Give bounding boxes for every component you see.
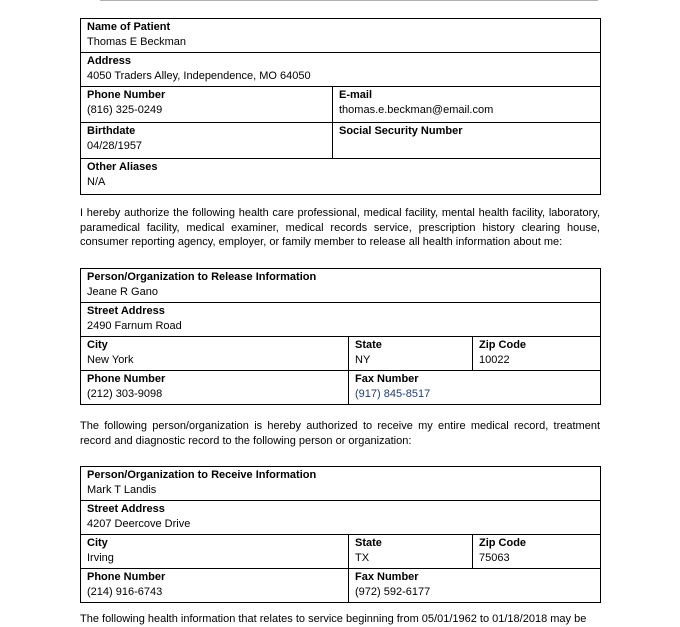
release-zip-label: Zip Code: [479, 339, 527, 351]
receive-paragraph: The following person/organization is hereby authorized to receive my entire medical record, treatment record and diagnostic record to the following person or organization:: [80, 420, 600, 447]
receive-org-table: [80, 466, 601, 603]
receive-state-label: State: [355, 537, 382, 549]
patient-aliases-cell: [81, 159, 601, 195]
receive-city-cell: [81, 535, 349, 569]
release-city-value: New York: [87, 354, 134, 366]
release-city-cell: [81, 337, 349, 371]
patient-email-cell: [333, 87, 601, 123]
receive-phone-value: (214) 916-6743: [87, 586, 163, 598]
receive-org-value: Mark T Landis: [87, 484, 157, 496]
release-zip-cell: [473, 337, 601, 371]
release-phone-label: Phone Number: [87, 373, 166, 385]
release-org-table: [80, 268, 601, 405]
receive-city-value: Irving: [87, 552, 114, 564]
release-org-label: Person/Organization to Release Information: [87, 271, 317, 283]
release-fax-cell: [349, 371, 601, 405]
release-state-cell: [349, 337, 473, 371]
receive-phone-label: Phone Number: [87, 571, 166, 583]
patient-address-cell: [81, 53, 601, 87]
patient-birthdate-cell: [81, 123, 333, 159]
patient-name-label: Name of Patient: [87, 21, 171, 33]
receive-org-cell: [81, 467, 601, 501]
release-street-label: Street Address: [87, 305, 165, 317]
patient-aliases-label: Other Aliases: [87, 161, 158, 173]
release-street-cell: [81, 303, 601, 337]
patient-name-value: Thomas E Beckman: [87, 36, 187, 48]
patient-ssn-cell: [333, 123, 601, 159]
release-state-value: NY: [355, 354, 371, 366]
release-city-label: City: [87, 339, 108, 351]
patient-phone-cell: [81, 87, 333, 123]
patient-birthdate-value: 04/28/1957: [87, 140, 143, 152]
patient-email-label: E-mail: [339, 89, 373, 101]
receive-street-cell: [81, 501, 601, 535]
patient-birthdate-label: Birthdate: [87, 125, 136, 137]
release-phone-cell: [81, 371, 349, 405]
patient-info-table: [80, 18, 601, 195]
receive-fax-value: (972) 592-6177: [355, 586, 431, 598]
release-state-label: State: [355, 339, 382, 351]
patient-phone-label: Phone Number: [87, 89, 166, 101]
patient-aliases-value: N/A: [87, 176, 106, 188]
release-phone-value: (212) 303-9098: [87, 388, 163, 400]
release-org-cell: [81, 269, 601, 303]
receive-city-label: City: [87, 537, 108, 549]
receive-zip-value: 75063: [479, 552, 510, 564]
receive-zip-cell: [473, 535, 601, 569]
patient-phone-value: (816) 325-0249: [87, 104, 163, 116]
patient-address-label: Address: [87, 55, 132, 67]
receive-street-label: Street Address: [87, 503, 165, 515]
receive-zip-label: Zip Code: [479, 537, 527, 549]
trailing-paragraph: The following health information that relates to service beginning from 05/01/1962 to 01/18/2018 may be: [80, 613, 587, 625]
release-fax-label: Fax Number: [355, 373, 419, 385]
authorization-paragraph: I hereby authorize the following health care professional, medical facility, mental health facility, laboratory, paramedical facility, medical examiner, medical records service, prescription history clearing house, consumer reporting agency, employer, or family member to release all health information about me:: [80, 207, 600, 248]
top-divider: [100, 0, 598, 1]
receive-fax-label: Fax Number: [355, 571, 419, 583]
receive-org-label: Person/Organization to Receive Information: [87, 469, 317, 481]
receive-fax-cell: [349, 569, 601, 603]
patient-ssn-label: Social Security Number: [339, 125, 463, 137]
receive-phone-cell: [81, 569, 349, 603]
release-fax-value[interactable]: (917) 845-8517: [355, 388, 431, 400]
patient-email-value: thomas.e.beckman@email.com: [339, 104, 494, 116]
release-zip-value: 10022: [479, 354, 510, 366]
receive-state-cell: [349, 535, 473, 569]
release-street-value: 2490 Farnum Road: [87, 320, 182, 332]
patient-address-value: 4050 Traders Alley, Independence, MO 64050: [87, 70, 311, 82]
receive-street-value: 4207 Deercove Drive: [87, 518, 191, 530]
release-org-value: Jeane R Gano: [87, 286, 158, 298]
receive-state-value: TX: [355, 552, 370, 564]
patient-name-cell: [81, 19, 601, 53]
